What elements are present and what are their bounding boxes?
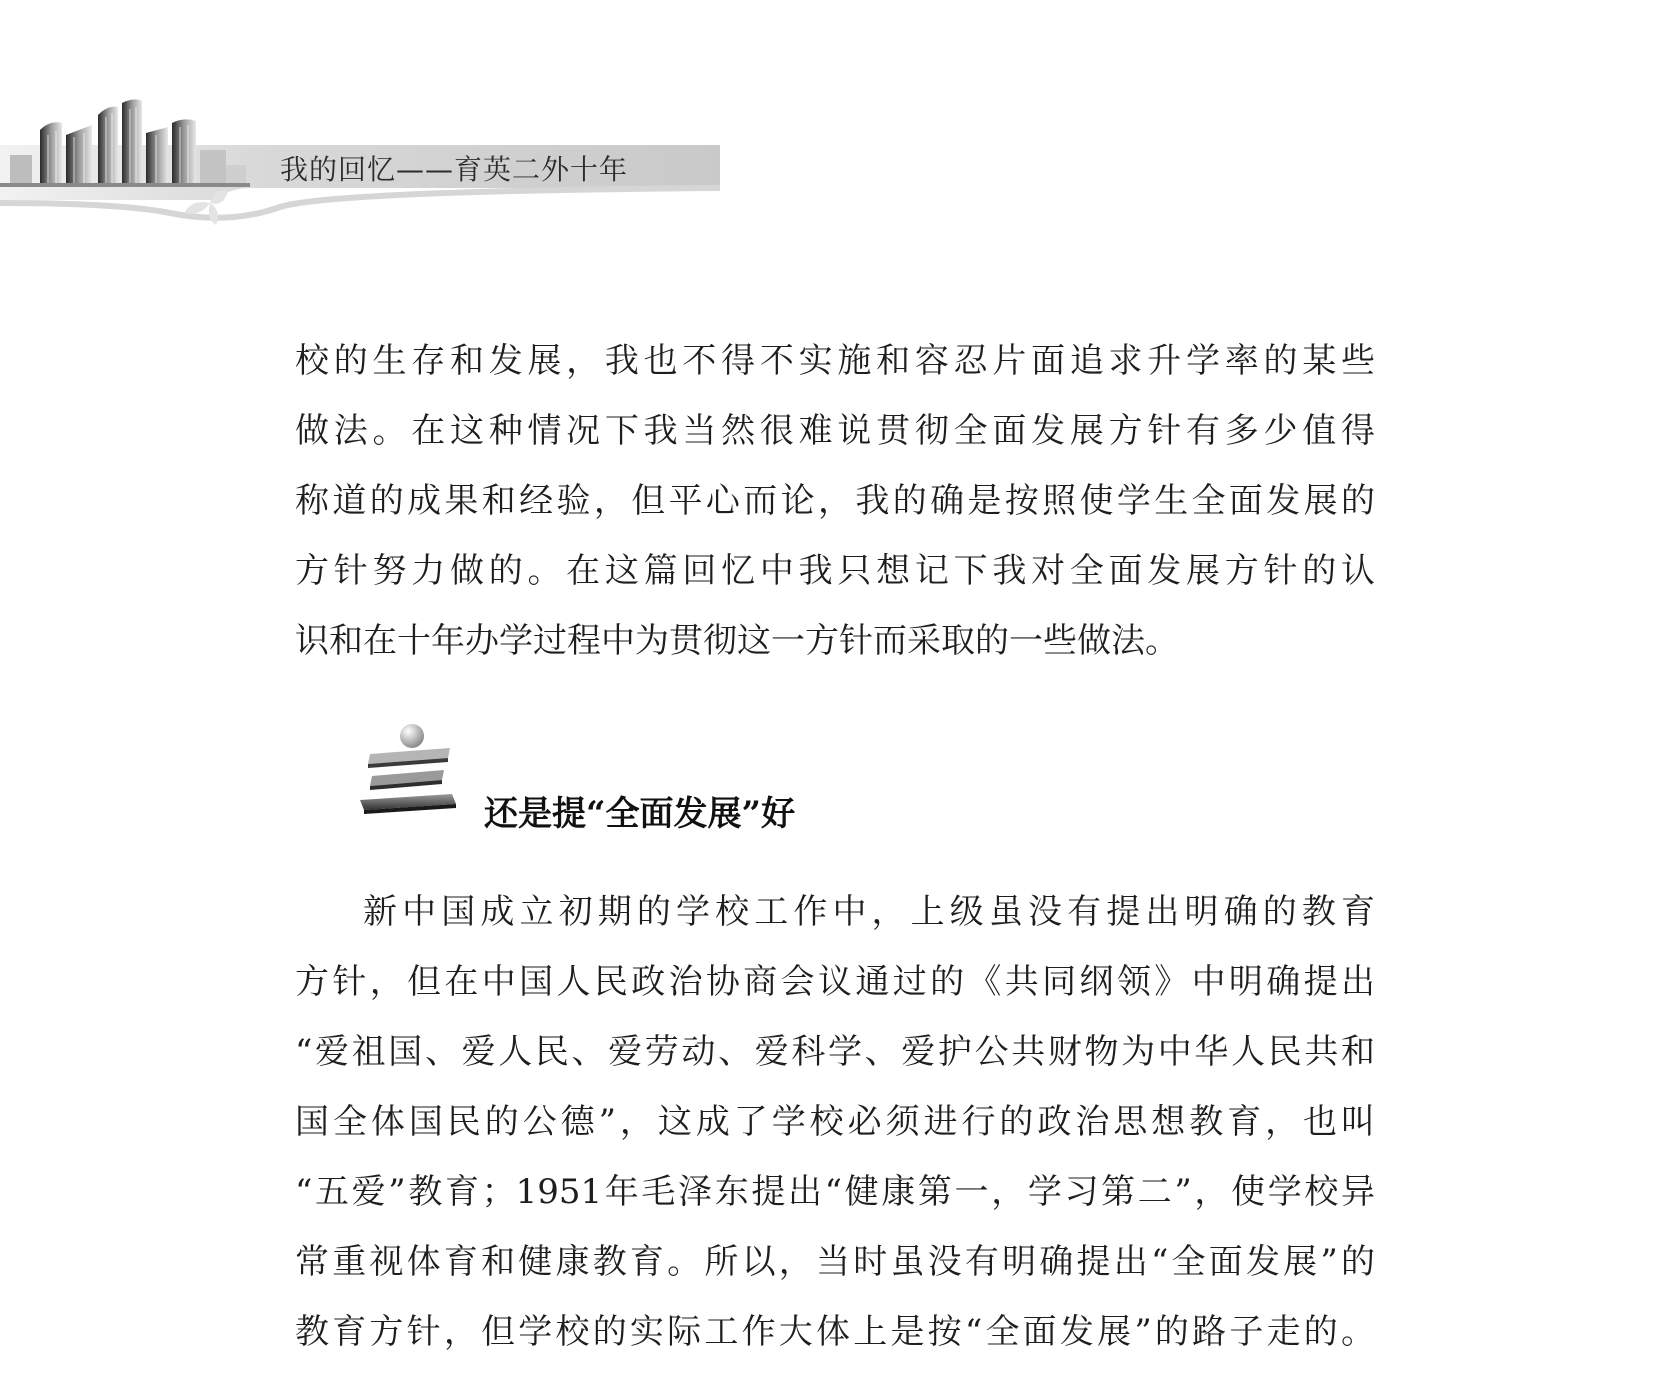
running-header — [0, 95, 720, 235]
text-line: 方针努力做的。在这篇回忆中我只想记下我对全面发展方针的认 — [295, 551, 1375, 591]
text-line: 校的生存和发展，我也不得不实施和容忍片面追求升学率的某些 — [295, 341, 1375, 381]
text-line: 做法。在这种情况下我当然很难说贯彻全面发展方针有多少值得 — [295, 411, 1375, 451]
text-line: 称道的成果和经验，但平心而论，我的确是按照使学生全面发展的 — [295, 481, 1375, 521]
text-line: 国全体国民的公德”，这成了学校必须进行的政治思想教育，也叫 — [295, 1102, 1375, 1142]
intro-paragraph — [295, 326, 1375, 676]
text-line: 方针，但在中国人民政治协商会议通过的《共同纲领》中明确提出 — [295, 962, 1375, 1002]
text-line: 常重视体育和健康教育。所以，当时虽没有明确提出“全面发展”的 — [295, 1242, 1375, 1282]
stacked-steps-icon — [360, 724, 490, 834]
running-header-title: 我的回忆——育英二外十年 — [280, 153, 629, 186]
text-line: 教育方针，但学校的实际工作大体上是按“全面发展”的路子走的。 — [295, 1312, 1375, 1352]
text-line: 识和在十年办学过程中为贯彻这一方针而采取的一些做法。 — [295, 621, 1179, 661]
text-line: “爱祖国、爱人民、爱劳动、爱科学、爱护公共财物为中华人民共和 — [295, 1032, 1375, 1072]
text-line: 新中国成立初期的学校工作中，上级虽没有提出明确的教育 — [363, 892, 1375, 932]
body-paragraph — [295, 877, 1375, 1367]
section-title: 还是提“全面发展”好 — [484, 794, 796, 834]
text-line: “五爱”教育；1951年毛泽东提出“健康第一，学习第二”，使学校异 — [295, 1172, 1375, 1212]
section-heading — [360, 724, 960, 834]
